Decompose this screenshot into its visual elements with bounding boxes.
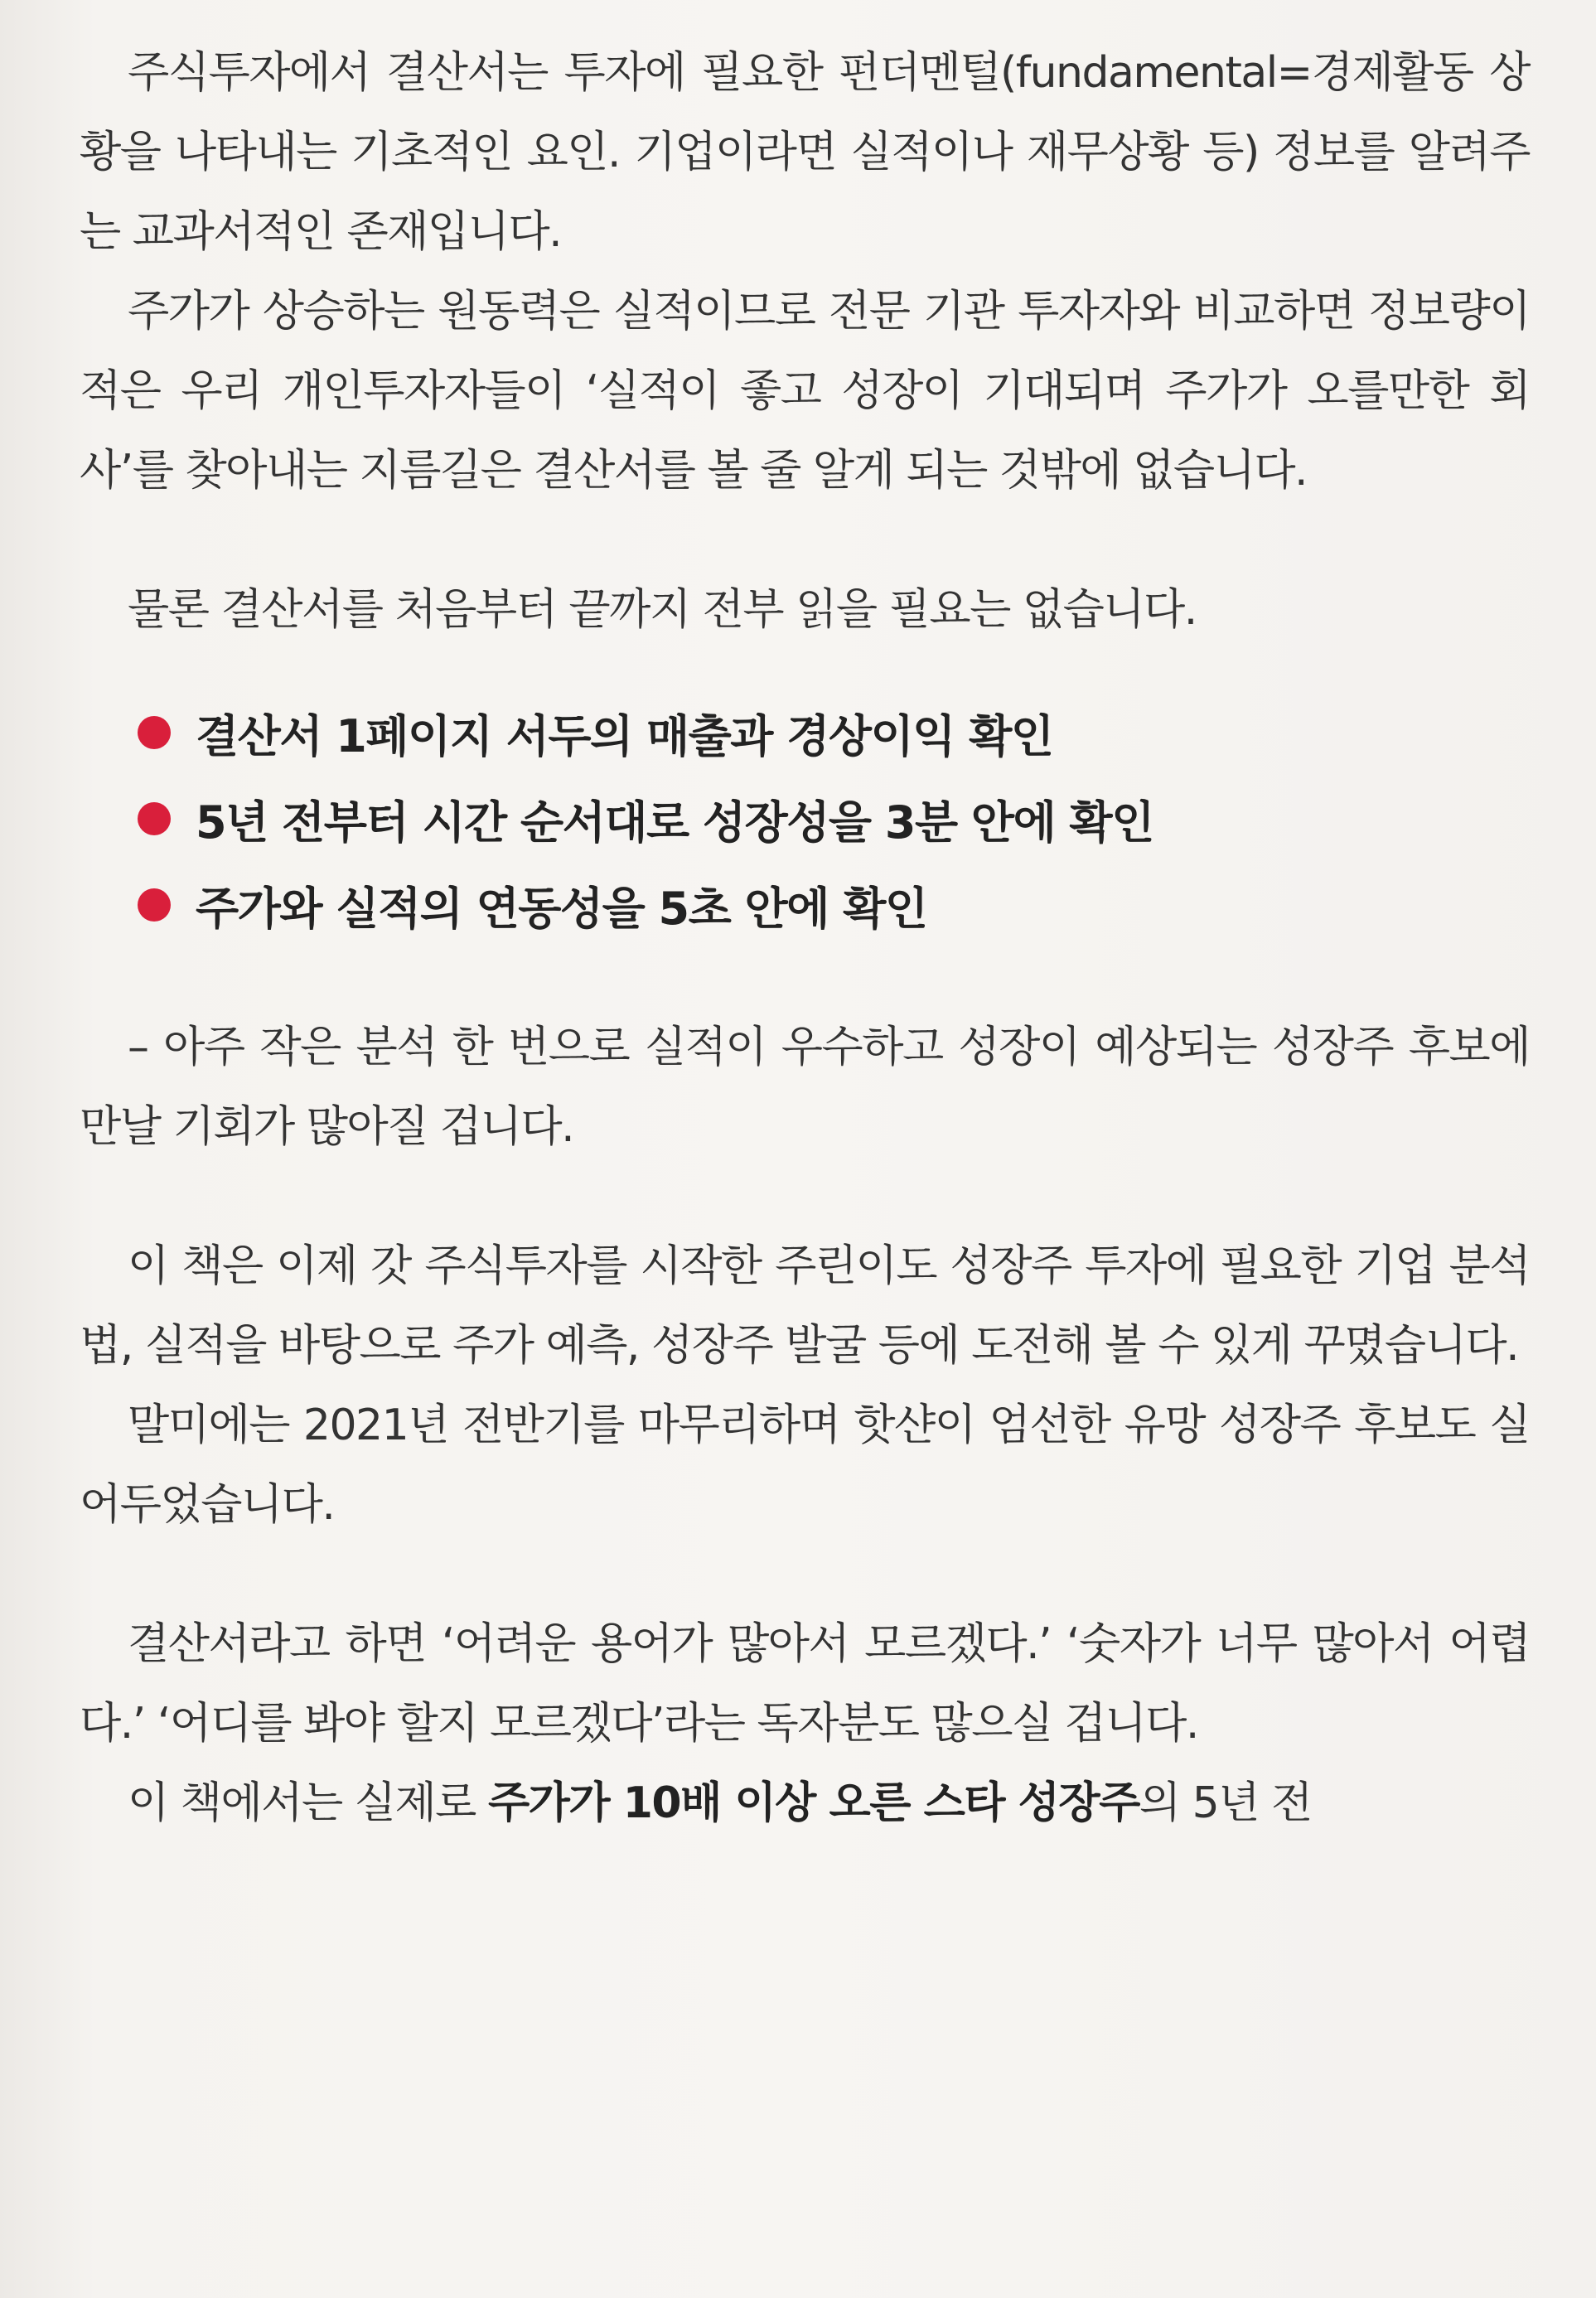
emphasis-text: 주가가 10배 이상 오른 스타 성장주	[487, 1778, 1139, 1828]
text-segment: 의 5년 전	[1139, 1778, 1312, 1828]
paragraph-book-purpose: 이 책은 이제 갓 주식투자를 시작한 주린이도 성장주 투자에 필요한 기업 분석법, 실적을 바탕으로 주가 예측, 성장주 발굴 등에 도전해 볼 수 있게 꾸몄습니다.	[80, 1241, 1530, 1371]
body-text	[80, 33, 1530, 1843]
list-item	[80, 776, 1530, 862]
bullet-text: 주가와 실적의 연동성을 5초 안에 확인	[196, 882, 927, 935]
paragraph-stock-growth-driver: 주가가 상승하는 원동력은 실적이므로 전문 기관 투자자와 비교하면 정보량이 적은 우리 개인투자자들이 ‘실적이 좋고 성장이 기대되며 주가가 오를만한 회사’를 찾아내는 지름길은 결산서를 볼 줄 알게 되는 것밖에 없습니다.	[80, 287, 1530, 496]
key-points-list	[80, 689, 1530, 948]
bullet-text: 5년 전부터 시간 순서대로 성장성을 3분 안에 확인	[196, 796, 1153, 849]
list-item	[80, 689, 1530, 776]
spacer	[80, 948, 1530, 1008]
paragraph-financial-statements-intro: 주식투자에서 결산서는 투자에 필요한 펀더멘털(fundamental=경제활동 상황을 나타내는 기초적인 요인. 기업이라면 실적이나 재무상황 등) 정보를 알려주는 교과서적인 존재입니다.	[80, 48, 1530, 257]
bullet-text: 결산서 1페이지 서두의 매출과 경상이익 확인	[196, 709, 1053, 762]
paragraph-no-need-read-all: 물론 결산서를 처음부터 끝까지 전부 읽을 필요는 없습니다.	[128, 585, 1197, 635]
paragraph-reader-concerns: 결산서라고 하면 ‘어려운 용어가 많아서 모르겠다.’ ‘숫자가 너무 많아서 어렵다.’ ‘어디를 봐야 할지 모르겠다’라는 독자분도 많으실 겁니다.	[80, 1619, 1530, 1749]
red-bullet-icon	[138, 802, 171, 835]
text-segment: 이 책에서는 실제로	[128, 1778, 488, 1828]
spacer	[80, 510, 1530, 570]
red-bullet-icon	[138, 716, 171, 749]
paragraph-star-growth-stocks	[80, 1763, 1530, 1843]
paragraph-appendix-stocks: 말미에는 2021년 전반기를 마무리하며 핫샨이 엄선한 유망 성장주 후보도 실어두었습니다.	[80, 1401, 1530, 1530]
list-item	[80, 862, 1530, 948]
spacer	[80, 1545, 1530, 1604]
paragraph-small-analysis: – 아주 작은 분석 한 번으로 실적이 우수하고 성장이 예상되는 성장주 후보에 만날 기회가 많아질 겁니다.	[80, 1023, 1530, 1152]
spacer	[80, 650, 1530, 689]
red-bullet-icon	[138, 888, 171, 922]
spacer	[80, 1167, 1530, 1226]
